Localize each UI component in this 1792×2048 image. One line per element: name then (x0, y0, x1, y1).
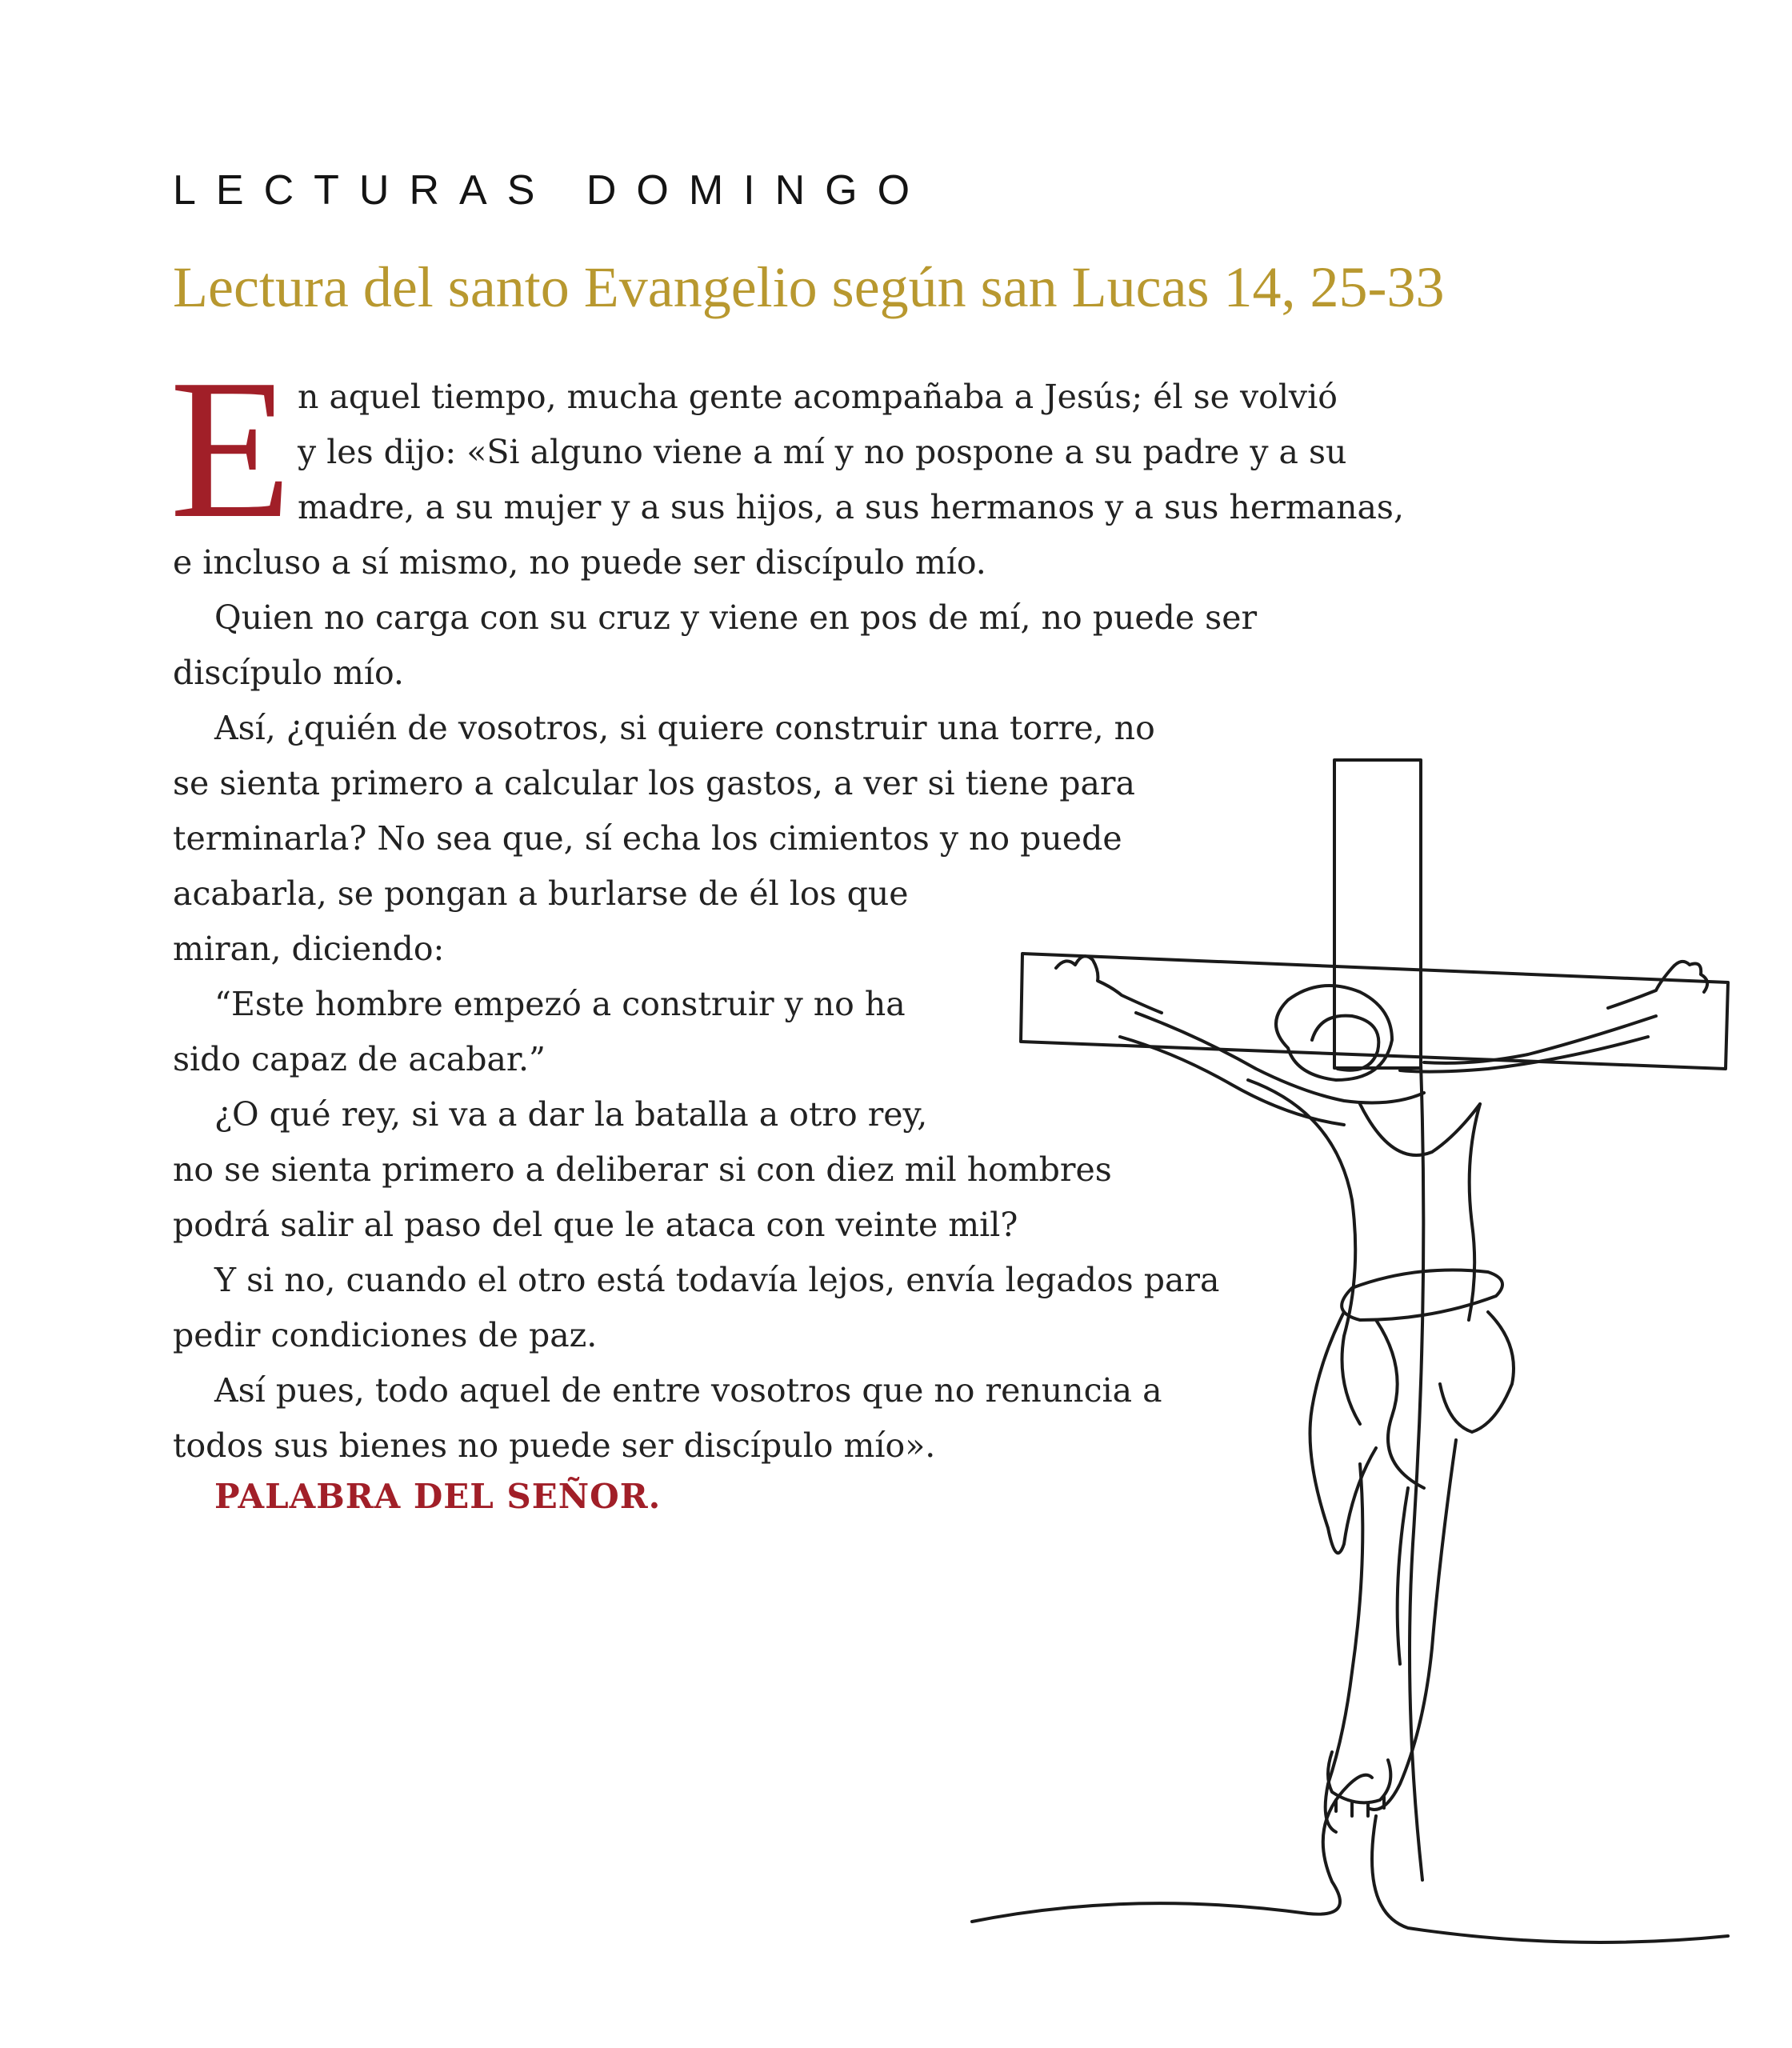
section-label: LECTURAS DOMINGO (173, 167, 930, 214)
reading-line: miran, diciendo: (173, 930, 445, 968)
torso-left (1248, 1080, 1360, 1424)
reading-line: pedir condiciones de paz. (173, 1316, 598, 1354)
right-arm (1424, 1016, 1656, 1063)
reading-line: Así pues, todo aquel de entre vosotros que no renuncia a (214, 1371, 1162, 1410)
cross-beam (1021, 954, 1728, 1069)
reading-line: discípulo mío. (173, 654, 404, 692)
torso-right (1469, 1104, 1480, 1320)
reading-line: acabarla, se pongan a burlarse de él los que (173, 874, 909, 913)
reading-line: n aquel tiempo, mucha gente acompañaba a Jesús; él se volvió (298, 378, 1338, 416)
cross-upright (1334, 760, 1421, 1068)
reading-line: Quien no carga con su cruz y viene en pos de mí, no puede ser (214, 598, 1258, 637)
right-hand (1608, 962, 1707, 1008)
reading-line: terminarla? No sea que, sí echa los cimientos y no puede (173, 819, 1122, 858)
closing-acclamation: PALABRA DEL SEÑOR. (214, 1477, 662, 1516)
reading-line: sido capaz de acabar.” (173, 1040, 546, 1078)
reading-title: Lectura del santo Evangelio según san Lucas 14, 25-33 (173, 255, 1445, 319)
reading-line: y les dijo: «Si alguno viene a mí y no pospone a su padre y a su (298, 433, 1347, 471)
reading-line: madre, a su mujer y a sus hijos, a sus hermanos y a sus hermanas, (298, 488, 1405, 526)
reading-line: “Este hombre empezó a construir y no ha (214, 985, 906, 1023)
reading-line: e incluso a sí mismo, no puede ser discípulo mío. (173, 543, 986, 582)
reading-line: no se sienta primero a deliberar si con diez mil hombres (173, 1150, 1112, 1189)
cross-upright-lower (1410, 1064, 1423, 1880)
reading-line: se sienta primero a calcular los gastos, a ver si tiene para (173, 764, 1135, 802)
reading-line: podrá salir al paso del que le ataca con veinte mil? (173, 1206, 1018, 1244)
reading-line: Así, ¿quién de vosotros, si quiere construir una torre, no (214, 709, 1155, 747)
reading-line: todos sus bienes no puede ser discípulo mío». (173, 1426, 936, 1465)
reading-line: ¿O qué rey, si va a dar la batalla a otro rey, (214, 1095, 928, 1134)
drop-cap: E (170, 338, 292, 560)
left-hand (1056, 956, 1162, 1013)
reading-line: Y si no, cuando el otro está todavía lejos, envía legados para (214, 1261, 1220, 1299)
